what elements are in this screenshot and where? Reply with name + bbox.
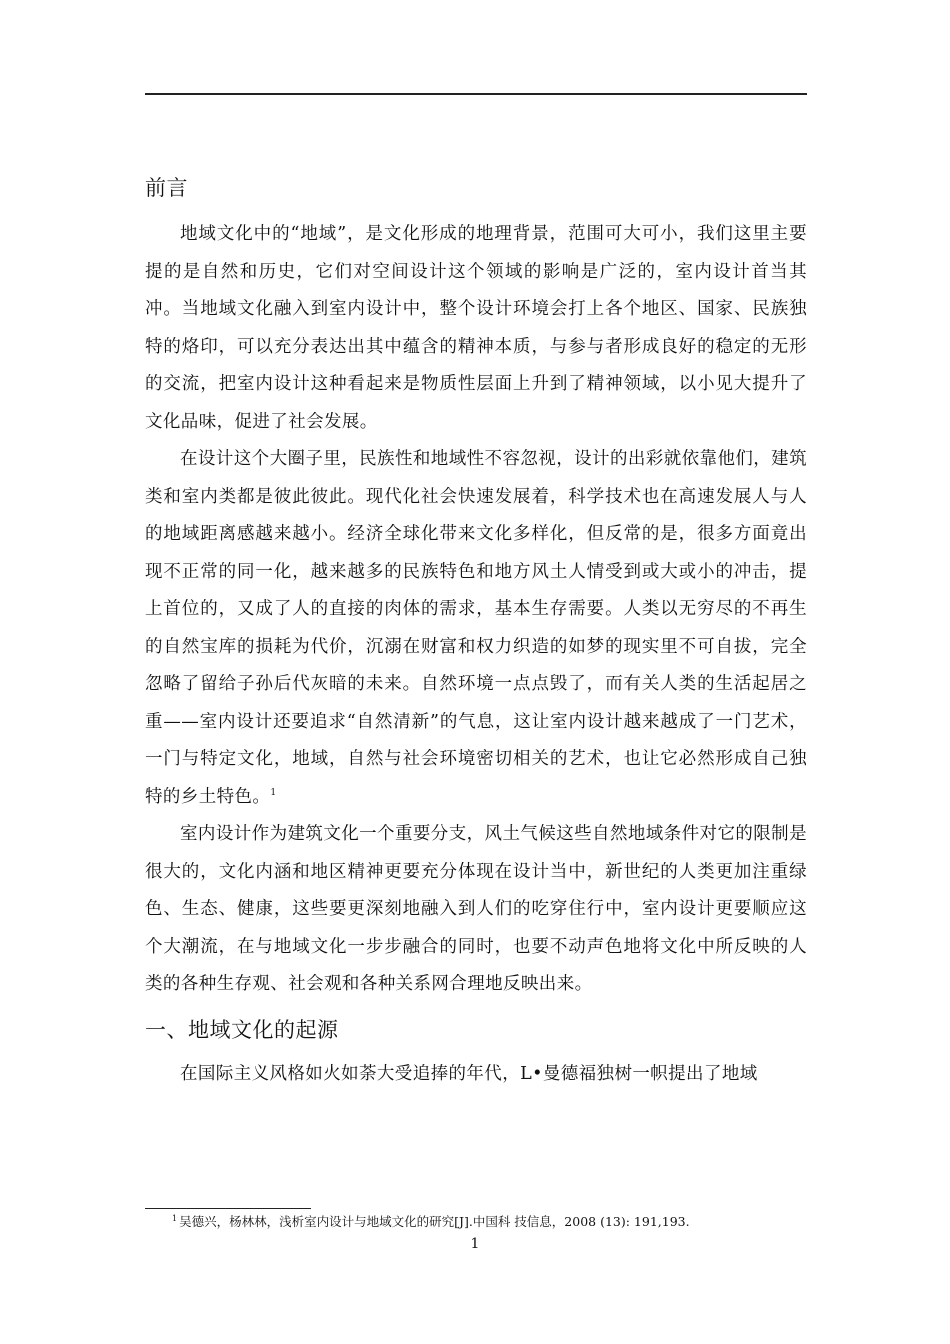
paragraph-1: 地域文化中的“地域”，是文化形成的地理背景，范围可大可小，我们这里主要提的是自然和历史，它们对空间设计这个领域的影响是广泛的，室内设计首当其冲。当地域文化融入到室内设计中，整个设计环境会打上各个地区、国家、民族独特的烙印，可以充分表达出其中蕴含的精神本质，与参与者形成良好的稳定的无形的交流，把室内设计这种看起来是物质性层面上升到了精神领域，以小见大提升了文化品味，促进了社会发展。: [145, 224, 807, 432]
section-heading-origin: 一、地域文化的起源: [145, 1017, 339, 1042]
footnote-rule: [145, 1208, 311, 1209]
section-paragraph: 在国际主义风格如火如荼大受追捧的年代，L•曼德福独树一帜提出了地域: [180, 1063, 758, 1084]
paragraph-2: [145, 441, 807, 816]
preface-heading: 前言: [145, 176, 188, 200]
paragraph-3: 室内设计作为建筑文化一个重要分支，风土气候这些自然地域条件对它的限制是很大的，文化内涵和地区精神更要充分体现在设计当中，新世纪的人类更加注重绿色、生态、健康，这些要更深刻地融入到人们的吃穿住行中，室内设计更要顺应这个大潮流，在与地域文化一步步融合的同时，也要不动声色地将文化中所反映的人类的各种生存观、社会观和各种关系网合理地反映出来。: [145, 824, 807, 994]
footnote-reference[interactable]: 1: [270, 787, 277, 798]
paragraph-2-text: 在设计这个大圈子里，民族性和地域性不容忽视，设计的出彩就依靠他们，建筑类和室内类都是彼此彼此。现代化社会快速发展着，科学技术也在高速发展人与人的地域距离感越来越小。经济全球化带来文化多样化，但反常的是，很多方面竟出现不正常的同一化，越来越多的民族特色和地方风土人情受到或大或小的冲击，提上首位的，又成了人的直接的肉体的需求，基本生存需要。人类以无穷尽的不再生的自然宝库的损耗为代价，沉溺在财富和权力织造的如梦的现实里不可自拔，完全忽略了留给子孙后代灰暗的未来。自然环境一点点毁了，而有关人类的生活起居之重——室内设计还要追求“自然清新”的气息，这让室内设计越来越成了一门艺术，一门与特定文化，地域，自然与社会环境密切相关的艺术，也让它必然形成自己独特的乡土特色。: [145, 449, 807, 807]
footnote: [172, 1213, 812, 1231]
page-content: [145, 168, 807, 1093]
page-number: 1: [470, 1236, 480, 1252]
footnote-marker: 1: [172, 1213, 178, 1223]
header-rule: [145, 93, 807, 95]
footnote-text: 吴德兴，杨林林，浅析室内设计与地域文化的研究[J].中国科 技信息，2008 (13): 191,193.: [179, 1214, 690, 1229]
